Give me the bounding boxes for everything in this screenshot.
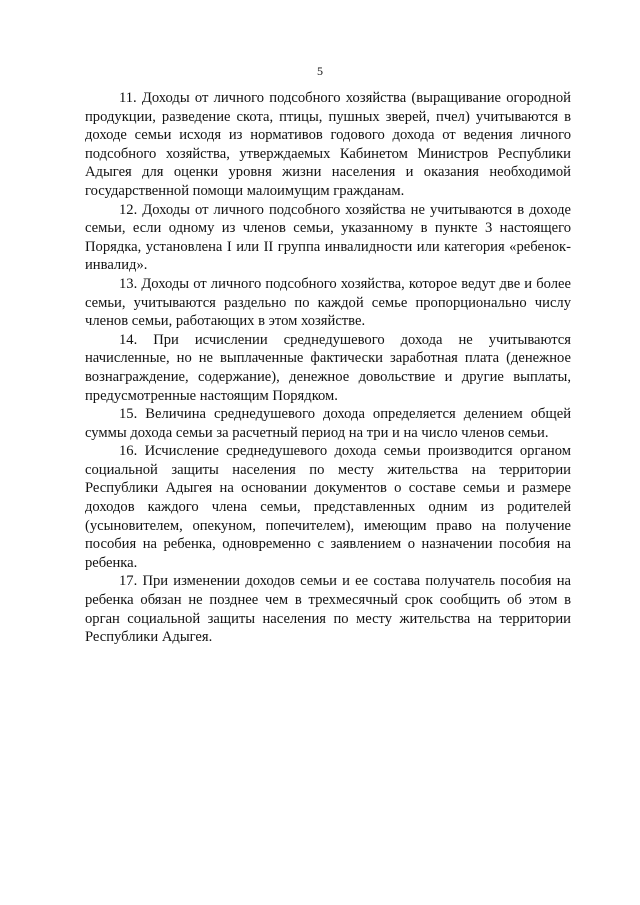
paragraph-13: 13. Доходы от личного подсобного хозяйства, которое ведут две и более семьи, учитываются раздельно по каждой семье пропорционально числу членов семьи, работающих в этом хозяйстве. bbox=[85, 275, 571, 330]
document-body bbox=[85, 89, 571, 647]
page-number: 5 bbox=[317, 64, 323, 78]
paragraph-14: 14. При исчислении среднедушевого дохода не учитываются начисленные, но не выплаченные фактически заработная плата (денежное вознаграждение, содержание), денежное довольствие и другие выплаты, предусмотренные настоящим Порядком. bbox=[85, 331, 571, 404]
paragraph-12: 12. Доходы от личного подсобного хозяйства не учитываются в доходе семьи, если одному из членов семьи, указанному в пункте 3 настоящего Порядка, установлена I или II группа инвалидности или категория «ребенок-инвалид». bbox=[85, 201, 571, 274]
paragraph-15: 15. Величина среднедушевого дохода определяется делением общей суммы дохода семьи за расчетный период на три и на число членов семьи. bbox=[85, 406, 571, 441]
paragraph-11: 11. Доходы от личного подсобного хозяйства (выращивание огородной продукции, разведение скота, птицы, пушных зверей, пчел) учитываются в доходе семьи исходя из нормативов годового дохода от ведения личного подсобного хозяйства, утверждаемых Кабинетом Министров Республики Адыгея для оценки уровня жизни населения и оказания необходимой государственной помощи малоимущим гражданам. bbox=[85, 90, 571, 199]
paragraph-16: 16. Исчисление среднедушевого дохода семьи производится органом социальной защиты населения по месту жительства на территории Республики Адыгея на основании документов о составе семьи и размере доходов каждого члена семьи, представленных одним из родителей (усыновителем, опекуном, попечителем), имеющим право на получение пособия на ребенка, одновременно с заявлением о назначении пособия на ребенка. bbox=[85, 443, 571, 571]
paragraph-17: 17. При изменении доходов семьи и ее состава получатель пособия на ребенка обязан не позднее чем в трехмесячный срок сообщить об этом в орган социальной защиты населения по месту жительства на территории Республики Адыгея. bbox=[85, 573, 571, 646]
